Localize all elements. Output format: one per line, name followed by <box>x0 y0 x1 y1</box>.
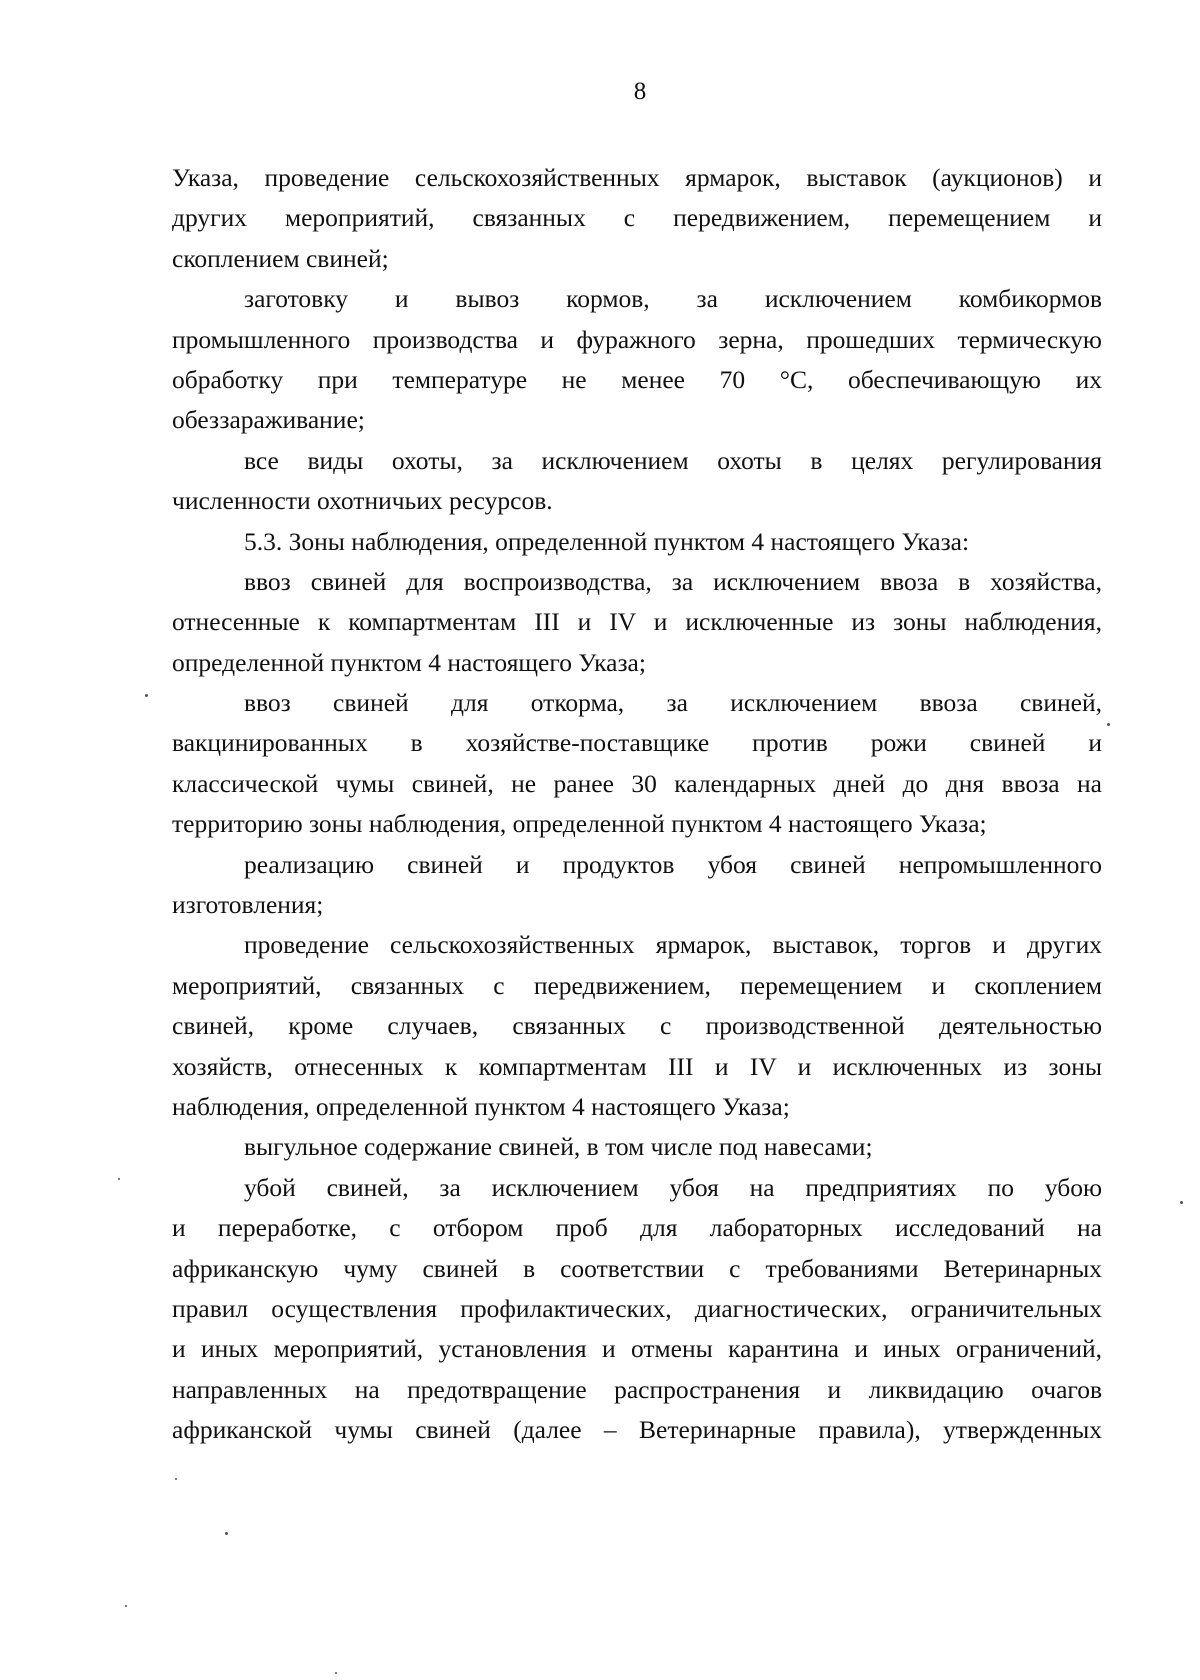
text-line: отнесенные к компартментам III и IV и исключенные из зоны наблюдения, <box>172 607 1102 637</box>
scan-speck <box>225 1532 228 1535</box>
text-line: территорию зоны наблюдения, определенной пунктом 4 настоящего Указа; <box>172 809 987 839</box>
text-line: наблюдения, определенной пунктом 4 настоящего Указа; <box>172 1091 790 1121</box>
text-line: африканской чумы свиней (далее – Ветеринарные правила), утвержденных <box>172 1415 1102 1445</box>
text-line: убой свиней, за исключением убоя на предприятиях по убою <box>244 1172 1102 1202</box>
text-line: и переработке, с отбором проб для лабораторных исследований на <box>172 1213 1102 1243</box>
text-line: скоплением свиней; <box>172 243 389 273</box>
text-line: обеззараживание; <box>172 405 365 435</box>
text-line: определенной пунктом 4 настоящего Указа; <box>172 647 646 677</box>
text-line: заготовку и вывоз кормов, за исключением комбикормов <box>244 284 1102 314</box>
text-line: ввоз свиней для воспроизводства, за исключением ввоза в хозяйства, <box>244 566 1102 596</box>
text-line: обработку при температуре не менее 70 °С, обеспечивающую их <box>172 364 1102 394</box>
scan-speck <box>125 1605 127 1607</box>
text-line: численности охотничьих ресурсов. <box>172 486 553 516</box>
scan-speck <box>175 1478 177 1480</box>
text-line: 5.3. Зоны наблюдения, определенной пунктом 4 настоящего Указа: <box>244 526 970 556</box>
text-line: проведение сельскохозяйственных ярмарок, выставок, торгов и других <box>244 930 1102 960</box>
text-line: африканскую чуму свиней в соответствии с требованиями Ветеринарных <box>172 1253 1102 1283</box>
text-line: промышленного производства и фуражного зерна, прошедших термическую <box>172 324 1102 354</box>
text-line: и иных мероприятий, установления и отмены карантина и иных ограничений, <box>172 1334 1102 1364</box>
page-number: 8 <box>633 78 647 105</box>
text-line: все виды охоты, за исключением охоты в целях регулирования <box>244 445 1102 475</box>
scan-speck <box>118 1178 120 1180</box>
text-line: хозяйств, отнесенных к компартментам III и IV и исключенных из зоны <box>172 1051 1102 1081</box>
text-line: других мероприятий, связанных с передвижением, перемещением и <box>172 203 1102 233</box>
text-line: правил осуществления профилактических, диагностических, ограничительных <box>172 1293 1102 1323</box>
text-line: Указа, проведение сельскохозяйственных ярмарок, выставок (аукционов) и <box>172 163 1102 192</box>
scan-speck <box>1107 723 1110 726</box>
text-line: реализацию свиней и продуктов убоя свиней непромышленного <box>244 849 1102 879</box>
text-line: свиней, кроме случаев, связанных с производственной деятельностью <box>172 1011 1102 1041</box>
text-line: классической чумы свиней, не ранее 30 календарных дней до дня ввоза на <box>172 768 1102 798</box>
text-line: изготовления; <box>172 890 324 920</box>
text-line: вакцинированных в хозяйстве-поставщике против рожи свиней и <box>172 728 1102 758</box>
scan-speck <box>335 1672 337 1674</box>
scan-speck <box>1180 1201 1183 1204</box>
document-body <box>172 158 1102 1451</box>
scan-speck <box>145 694 148 697</box>
text-line: направленных на предотвращение распространения и ликвидацию очагов <box>172 1374 1102 1404</box>
text-line: мероприятий, связанных с передвижением, перемещением и скоплением <box>172 970 1102 1000</box>
text-line: выгульное содержание свиней, в том числе под навесами; <box>244 1132 873 1162</box>
text-line: ввоз свиней для откорма, за исключением ввоза свиней, <box>244 688 1102 718</box>
